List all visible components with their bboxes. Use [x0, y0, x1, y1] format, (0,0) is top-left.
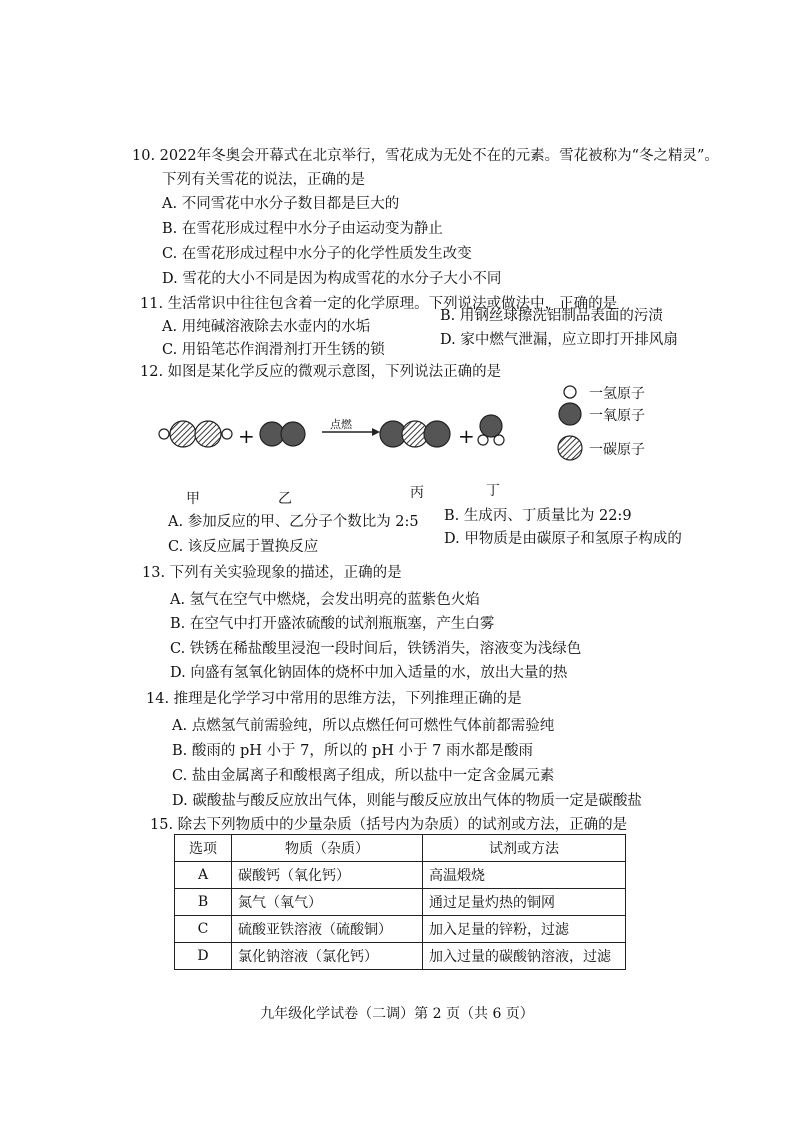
q11-option-c: C. 用铅笔芯作润滑剂打开生锈的锁: [162, 342, 385, 358]
label-bing: 丙: [410, 485, 424, 501]
q10-option-c: C. 在雪花形成过程中水分子的化学性质发生改变: [162, 246, 472, 262]
q12-option-d: D. 甲物质是由碳原子和氢原子构成的: [444, 531, 682, 547]
row-d-method: 加入过量的碳酸钠溶液，过滤: [423, 943, 626, 970]
q10-option-d: D. 雪花的大小不同是因为构成雪花的水分子大小不同: [162, 271, 502, 287]
table-row: [175, 862, 626, 889]
header-option: 选项: [175, 835, 232, 862]
q12-option-a: A. 参加反应的甲、乙分子个数比为 2:5: [168, 514, 419, 530]
q14-option-d: D. 碳酸盐与酸反应放出气体，则能与酸反应放出气体的物质一定是碳酸盐: [172, 793, 642, 809]
legend-oxygen-label: 一氧原子: [589, 408, 645, 424]
q11-stem: 11. 生活常识中往往包含着一定的化学原理。下列说法或做法中，正确的是: [140, 296, 618, 312]
q13-option-b: B. 在空气中打开盛浓硫酸的试剂瓶瓶塞，产生白雾: [170, 616, 495, 632]
q10-option-a: A. 不同雪花中水分子数目都是巨大的: [162, 196, 400, 212]
row-a-substance: 碳酸钙（氧化钙）: [232, 862, 423, 889]
legend-oxygen-atom: [559, 403, 581, 425]
q10-stem: 10. 2022年冬奥会开幕式在北京举行，雪花成为无处不在的元素。雪花被称为“冬之精灵”。: [132, 148, 719, 164]
plus-sign-2: +: [458, 424, 475, 448]
label-jia: 甲: [186, 491, 200, 507]
row-d-option: D: [175, 943, 232, 970]
q14-stem: 14. 推理是化学学习中常用的思维方法，下列推理正确的是: [146, 691, 522, 707]
row-c-option: C: [175, 916, 232, 943]
legend-hydrogen-atom: [564, 386, 576, 398]
arrow-head: [372, 428, 380, 436]
q14-option-b: B. 酸雨的 pH 小于 7，所以的 pH 小于 7 雨水都是酸雨: [172, 743, 533, 759]
q13-option-d: D. 向盛有氢氧化钠固体的烧杯中加入适量的水，放出大量的热: [170, 665, 568, 681]
table-row: [175, 889, 626, 916]
q13-stem: 13. 下列有关实验现象的描述，正确的是: [142, 565, 402, 581]
q14-option-a: A. 点燃氢气前需验纯，所以点燃任何可燃性气体前都需验纯: [172, 718, 555, 734]
row-b-option: B: [175, 889, 232, 916]
arrow-label-ignite: 点燃: [330, 418, 352, 431]
plus-sign-1: +: [238, 424, 255, 448]
reaction-diagram: [0, 380, 794, 500]
q13-option-c: C. 铁锈在稀盐酸里浸泡一段时间后，铁锈消失，溶液变为浅绿色: [170, 641, 582, 657]
q13-option-a: A. 氢气在空气中燃烧，会发出明亮的蓝紫色火焰: [170, 592, 480, 608]
row-d-substance: 氯化钠溶液（氯化钙）: [232, 943, 423, 970]
row-a-method: 高温煅烧: [423, 862, 626, 889]
header-substance: 物质（杂质）: [232, 835, 423, 862]
q10-option-b: B. 在雪花形成过程中水分子由运动变为静止: [162, 221, 443, 237]
q11-option-b: B. 用钢丝球擦洗铝制品表面的污渍: [440, 308, 663, 324]
q11-option-a: A. 用纯碱溶液除去水壶内的水垢: [162, 319, 371, 335]
q14-option-c: C. 盐由金属离子和酸根离子组成，所以盐中一定含金属元素: [172, 768, 555, 784]
row-a-option: A: [175, 862, 232, 889]
header-method: 试剂或方法: [423, 835, 626, 862]
legend-hydrogen-label: 一氢原子: [589, 386, 645, 402]
legend-carbon-label: 一碳原子: [589, 442, 645, 458]
q15-stem: 15. 除去下列物质中的少量杂质（括号内为杂质）的试剂或方法，正确的是: [150, 817, 628, 833]
q15-options-table: [174, 834, 626, 970]
q12-stem: 12. 如图是某化学反应的微观示意图，下列说法正确的是: [140, 364, 502, 380]
molecule-jia: [159, 421, 232, 447]
label-yi: 乙: [278, 491, 292, 507]
legend-carbon-atom: [558, 436, 582, 460]
table-header-row: [175, 835, 626, 862]
row-b-method: 通过足量灼热的铜网: [423, 889, 626, 916]
page-footer: 九年级化学试卷（二调）第 2 页（共 6 页）: [260, 1006, 534, 1022]
table-row: [175, 943, 626, 970]
row-c-substance: 硫酸亚铁溶液（硫酸铜）: [232, 916, 423, 943]
row-c-method: 加入足量的锌粉，过滤: [423, 916, 626, 943]
row-b-substance: 氮气（氧气）: [232, 889, 423, 916]
q12-option-c: C. 该反应属于置换反应: [168, 539, 319, 555]
molecule-bing: [380, 421, 450, 447]
table-row: [175, 916, 626, 943]
molecule-yi: [260, 422, 305, 446]
q11-option-d: D. 家中燃气泄漏，应立即打开排风扇: [440, 332, 678, 348]
q12-option-b: B. 生成丙、丁质量比为 22:9: [444, 508, 632, 524]
label-ding: 丁: [486, 483, 500, 499]
q10-stem-cont: 下列有关雪花的说法，正确的是: [162, 172, 365, 188]
molecule-ding: [478, 415, 504, 445]
